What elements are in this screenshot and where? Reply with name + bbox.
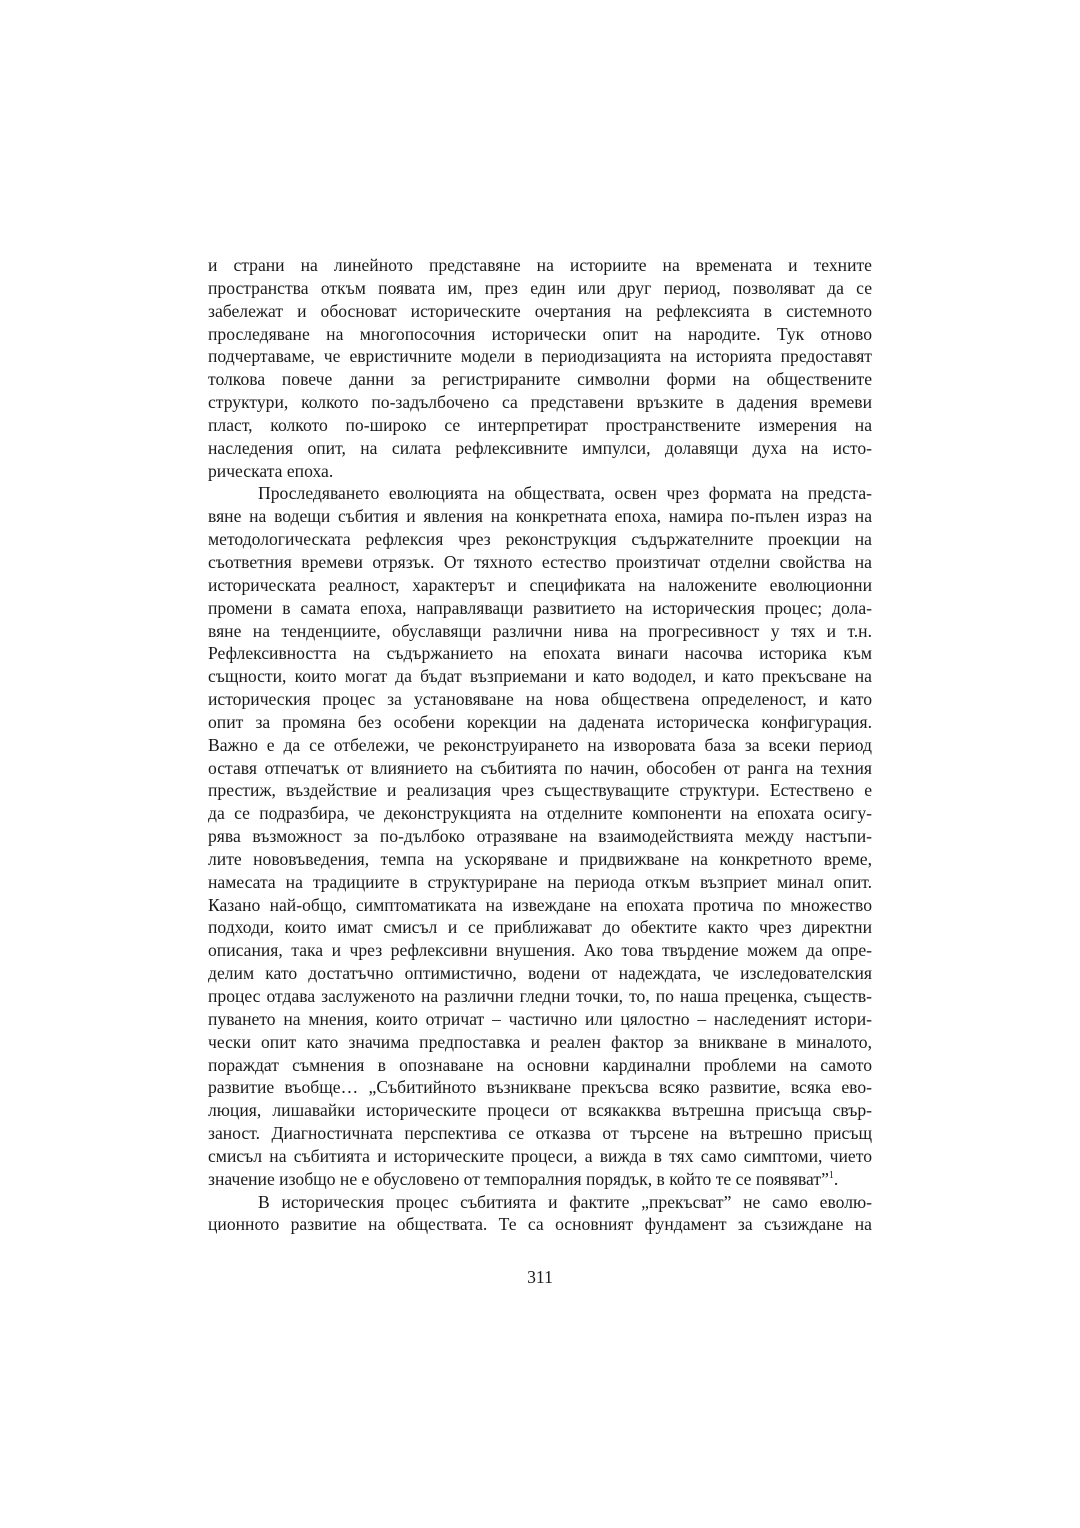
text-line: чески опит като значима предпоставка и реален фактор за вникване в миналото, [208,1031,872,1052]
text-line: историческия процес за установяване на нова обществена определеност, и като [208,689,872,710]
paragraph-3 [208,1191,872,1237]
text-line: опит за промяна без особени корекции на дадената историческа конфигурация. [208,711,872,732]
text-line: промени в самата епоха, направляващи развитието на историческия процес; дола- [208,597,872,618]
text-line: методологическата рефлексия чрез реконструкция съдържателните проекции на [208,529,872,550]
text-line: В историческия процес събитията и фактите „прекъсват” не само еволю- [258,1191,872,1212]
text-line: проследяване на многопосочния исторически опит на народите. Тук отново [208,323,872,344]
text-line: рява възможност за по-дълбоко отразяване на взаимодействията между настъпи- [208,826,872,847]
text-line: подходи, които имат смисъл и се приближават до обектите както чрез директни [208,917,872,938]
text-line: Рефлексивността на съдържанието на епохата винаги насочва историка към [208,643,872,664]
paragraph-1 [208,254,872,482]
sentence-end-period: . [833,1168,839,1189]
text-line: оставя отпечатък от влиянието на събитията по начин, обособен от ранга на техния [208,757,872,778]
text-line: толкова повече данни за регистрираните символни форми на обществените [208,369,872,390]
text-line: престиж, въздействие и реализация чрез съществуващите структури. Естествено е [208,780,872,801]
text-line: процес отдава заслуженото на различни гледни точки, то, по наша преценка, съществ- [208,986,872,1006]
text-line: лите нововъведения, темпа на ускоряване и придвижване на конкретното време, [208,848,872,869]
text-line-content: значение изобщо не е обусловено от темпоралния порядък, в който те се появяват” [208,1168,829,1189]
footnote-reference[interactable]: 1 [828,1169,834,1181]
text-line: пуването на мнения, които отричат – частично или цялостно – наследеният истори- [208,1008,872,1029]
text-line-with-footnote [208,1168,872,1191]
text-line: историческата реалност, характерът и спецификата на наложените еволюционни [208,574,872,595]
text-line: същности, които могат да бъдат възприемани и като вододел, и като прекъсване на [208,666,872,687]
text-line: развитие въобще… „Събитийното възникване прекъсва всяко развитие, всяка ево- [208,1077,872,1098]
paragraph-2 [208,482,872,1190]
text-line: наследения опит, на силата рефлексивните импулси, долавящи духа на исто- [208,437,872,458]
text-line: люция, лишавайки историческите процеси от всякакква вътрешна присъща свър- [208,1100,872,1121]
text-line: смисъл на събитията и историческите процеси, а вижда в тях само симптоми, чието [208,1145,872,1166]
text-line: и страни на линейното представяне на историите на времената и техните [208,255,872,275]
text-line: описания, така и чрез рефлексивни внушения. Ако това твърдение можем да опре- [208,940,872,961]
text-line: рическата епоха. [208,460,334,481]
text-line: структури, колкото по-задълбочено са представени връзките в дадения времеви [208,392,872,413]
page-body-text [208,254,872,1236]
text-line: пространства откъм появата им, през един или друг период, позволяват да се [208,277,872,298]
text-line: Проследяването еволюцията на обществата, освен чрез формата на предста- [258,483,872,504]
page-number: 311 [527,1267,553,1287]
text-line: Казано най-общо, симптоматиката на извеждане на епохата протича по множество [208,894,872,915]
text-line: делим като достатъчно оптимистично, водени от надеждата, че изследователския [208,963,872,984]
text-line: подчертаваме, че евристичните модели в периодизацията на историята предоставят [208,346,872,367]
text-line: Важно е да се отбележи, че реконструирането на изворовата база за всеки период [208,734,872,755]
text-line: вяне на тенденциите, обуславящи различни нива на прогресивност у тях и т.н. [208,620,872,641]
text-line: съответния времеви отрязък. От тяхното естество произтичат отделни свойства на [208,551,872,572]
text-line: ционното развитие на обществата. Те са основният фундамент за съзиждане на [208,1214,872,1235]
text-line: намесата на традициите в структуриране на периода откъм възприет минал опит. [208,871,872,892]
text-line: пораждат съмнения в опознаване на основни кардинални проблеми на самото [208,1054,872,1075]
text-line: да се подразбира, че деконструкцията на отделните компоненти на епохата осигу- [208,803,872,824]
text-line: забележат и обосноват историческите очертания на рефлексията в системното [208,300,872,321]
text-line: пласт, колкото по-широко се интерпретират пространствените измерения на [208,414,872,435]
text-line: заност. Диагностичната перспектива се отказва от търсене на вътрешно присъщ [208,1123,872,1144]
text-line: вяне на водещи събития и явления на конкретната епоха, намира по-пълен израз на [208,506,872,527]
